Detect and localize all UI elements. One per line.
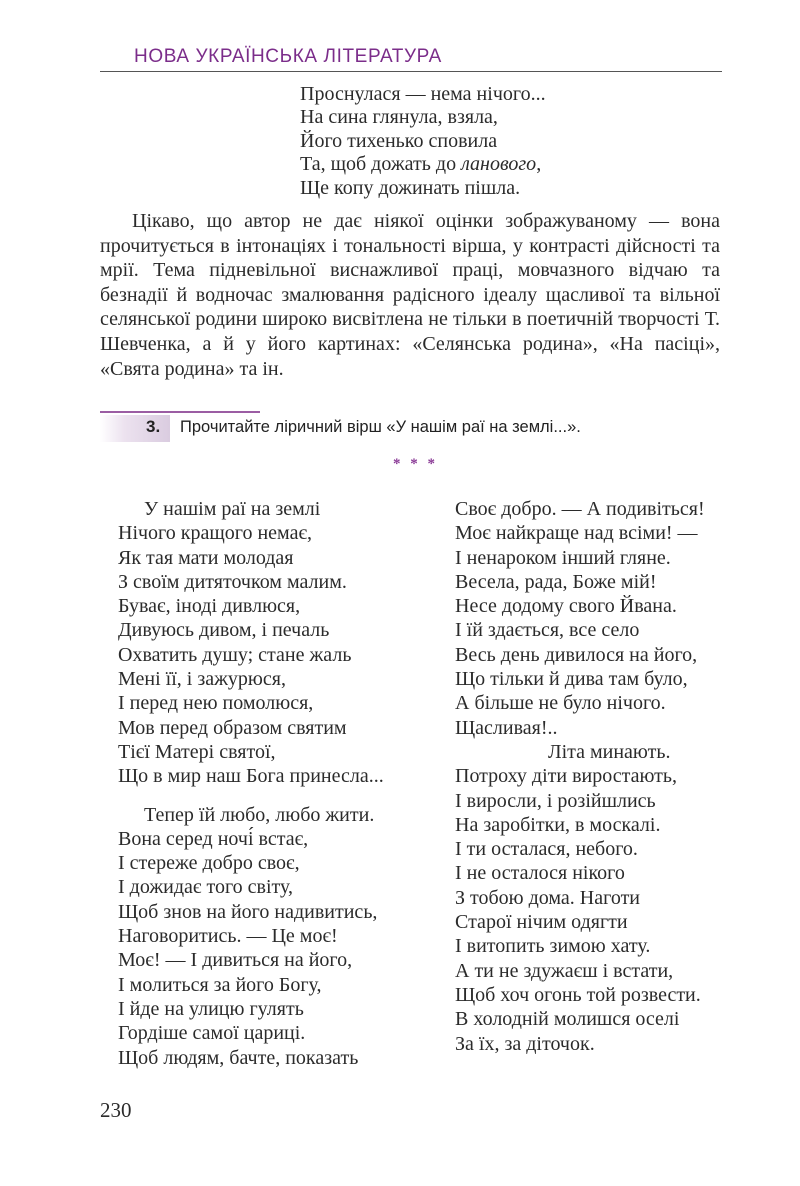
poem-line: Мені її, і зажурюся, <box>118 668 286 691</box>
intro-poem-line-start: Та, щоб дожать до <box>300 153 462 176</box>
poem-line: Охватить душу; стане жаль <box>118 643 352 666</box>
poem-line: А ти не здужаєш і встати, <box>455 959 674 982</box>
prose-block <box>100 209 720 381</box>
poem-left-column <box>118 497 384 1070</box>
poem-line: І стереже добро своє, <box>118 852 300 875</box>
poem-line: І ненароком інший гляне. <box>455 546 671 569</box>
intro-poem-line-end: , <box>536 153 542 176</box>
poem-line: Нічого кращого немає, <box>118 522 313 545</box>
poem-line: Мов перед образом святим <box>118 716 347 739</box>
intro-poem-line <box>300 153 546 176</box>
poem-line: І перед нею помолюся, <box>118 692 314 715</box>
poem-line: Щоб знов на його надивитись, <box>118 900 378 923</box>
poem-line: Несе додому свого Йвана. <box>455 595 677 618</box>
task-text: Прочитайте ліричний вірш «У нашім раї на землі...». <box>180 418 581 436</box>
poem-line: Весела, рада, Боже мій! <box>455 570 657 593</box>
intro-poem-line: На сина глянула, взяла, <box>300 106 498 129</box>
poem-title-mark: * * * <box>393 456 438 472</box>
poem-line: З своїм дитяточком малим. <box>118 570 347 593</box>
header-rule <box>100 71 722 72</box>
poem-line: Дивуюсь дивом, і печаль <box>118 619 330 642</box>
intro-poem-line: Проснулася — нема нічого... <box>300 83 546 105</box>
poem-line: Весь день дивилося на його, <box>455 643 698 666</box>
intro-poem-italic-word: ланового <box>461 153 537 176</box>
stanza-3-part-1 <box>455 497 705 740</box>
poem-line: Буває, іноді дивлюся, <box>118 595 301 618</box>
stanza-1 <box>118 497 384 789</box>
poem-line: З тобою дома. Наготи <box>455 886 641 909</box>
poem-line: І не осталося нікого <box>455 862 625 885</box>
poem-line: Старої нічим одягти <box>455 911 628 934</box>
task-rule <box>100 411 260 413</box>
stanza-gap <box>118 789 384 803</box>
poem-line: Як тая мати молодая <box>118 546 294 569</box>
stanza-3-part-2 <box>455 764 705 1056</box>
prose-paragraph: Цікаво, що автор не дає ніякої оцінки зображуваному — вона прочитується в інтонаціях і тональності вірша, у контрасті дійсності та мрії. Тема підневільної виснажливої праці, мовчазного відчаю та безнадії й водночас змалювання радісного ідеалу щасливої та вільної селянської родини широко висвітлена не тільки в поетичній творчості Т. Шевченка, а й у його картинах: «Селянська родина», «На пасіці», «Свята родина» та ін. <box>100 210 720 380</box>
poem-line: А більше не було нічого. <box>455 692 666 715</box>
poem-line: Щоб людям, бачте, показать <box>118 1046 359 1069</box>
poem-line: Що в мир наш Бога принесла... <box>118 765 384 788</box>
intro-poem-line: Його тихенько сповила <box>300 129 498 152</box>
poem-line: Моє! — І дивиться на його, <box>118 949 353 972</box>
poem-line: І їй здається, все село <box>455 619 640 642</box>
poem-line: І ти осталася, небого. <box>455 838 638 861</box>
running-head-title: НОВА УКРАЇНСЬКА ЛІТЕРАТУРА <box>134 46 442 67</box>
poem-line: Своє добро. — А подивіться! <box>455 498 705 520</box>
poem-line: Вона серед ночі́ встає, <box>118 827 309 850</box>
intro-poem-line: Ще копу дожинать пішла. <box>300 176 521 199</box>
poem-line: Щасливая!.. <box>455 716 558 739</box>
poem-line: На заробітки, в москалі. <box>455 813 661 836</box>
poem-right-column <box>455 497 705 1056</box>
poem-line: Потроху діти виростають, <box>455 765 678 788</box>
poem-line-indented: Літа минають. <box>548 740 671 763</box>
poem-line: І витопить зимою хату. <box>455 935 651 958</box>
stanza-2 <box>118 803 384 1070</box>
poem-line: Тієї Матері святої, <box>118 740 276 763</box>
poem-line: Гордіше самої цариці. <box>118 1022 306 1045</box>
poem-line: Щоб хоч огонь той розвести. <box>455 983 701 1006</box>
intro-poem <box>300 83 546 200</box>
poem-line: Тепер їй любо, любо жити. <box>144 803 375 826</box>
poem-line: І виросли, і розійшлись <box>455 789 656 812</box>
poem-line: У нашім раї на землі <box>144 498 321 520</box>
poem-line: Що тільки й дива там було, <box>455 668 688 691</box>
poem-line: За їх, за діточок. <box>455 1032 595 1055</box>
poem-line: І молиться за його Богу, <box>118 973 322 996</box>
task-number: 3. <box>146 417 161 436</box>
poem-line: І йде на улицю гулять <box>118 997 304 1020</box>
poem-line: Моє найкраще над всіми! — <box>455 522 698 545</box>
poem-line: І дожидає того світу, <box>118 876 294 899</box>
poem-line: Наговоритись. — Це моє! <box>118 925 338 948</box>
page-number: 230 <box>100 1098 132 1122</box>
poem-line: В холодній молишся оселі <box>455 1008 680 1031</box>
